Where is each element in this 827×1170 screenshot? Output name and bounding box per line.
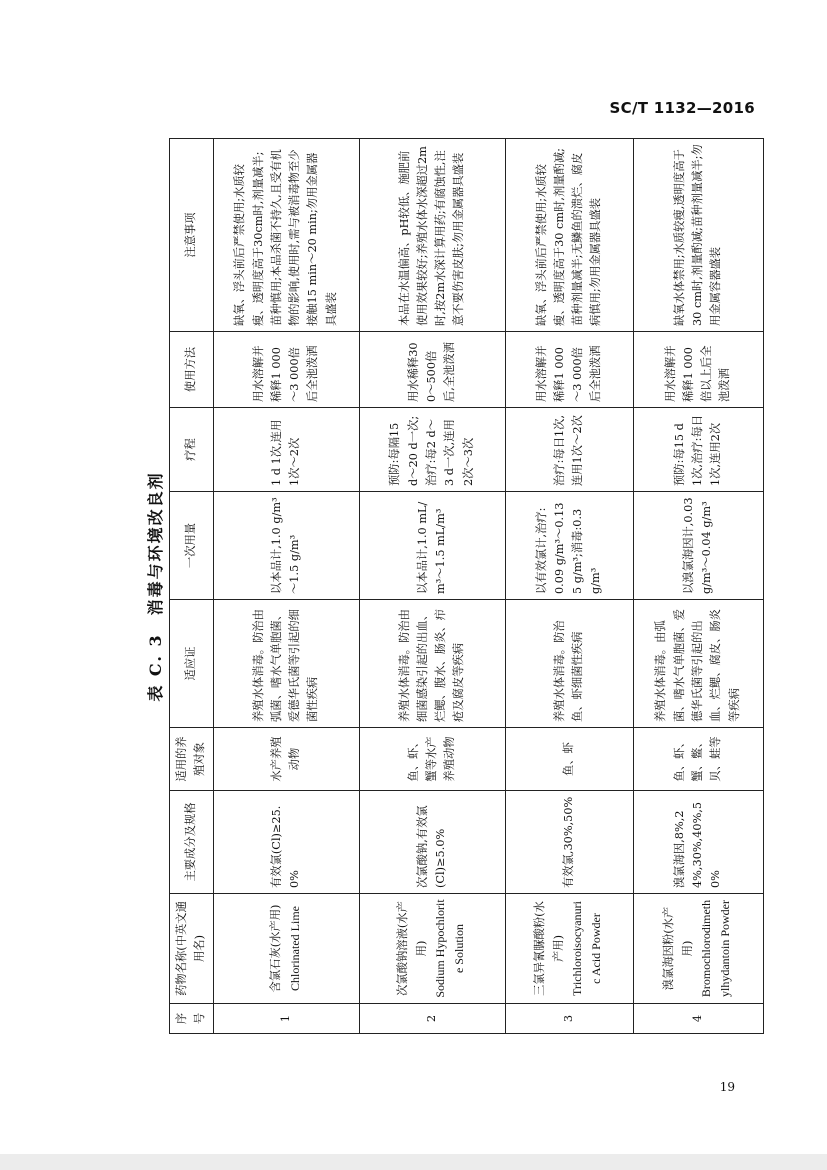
cell-course: 1 d 1次,连用1次～2次 (213, 408, 359, 492)
cell-notes: 缺氧、浮头前后严禁使用;水质较瘦、透明度高于30cm时,剂量减半;苗种慎用;本品杀菌不持久,且受有机物的影响,使用时,需与被消毒物至少接触15 min～20 min;勿用金属器具盛装 (213, 139, 359, 332)
table-caption: 表 C. 3 消毒与环境改良剂 (146, 471, 165, 702)
cell-dosage: 以本品计,1.0 g/m³～1.5 g/m³ (213, 492, 359, 600)
cell-composition: 有效氯,30%,50% (505, 791, 633, 894)
col-header-indication: 适应证 (170, 600, 214, 728)
bottom-bar (0, 1154, 827, 1170)
col-header-course: 疗程 (170, 408, 214, 492)
cell-name (213, 894, 359, 1004)
cell-target: 鱼、虾、蟹、鳖、贝、蛙等 (633, 728, 763, 791)
col-header-notes: 注意事项 (170, 139, 214, 332)
cell-course: 预防:每隔15 d～20 d一次;治疗:每2 d～3 d一次,连用2次～3次 (359, 408, 505, 492)
cell-notes: 本品在水温偏高、pH较低、施肥前使用效果较好;养殖水体水深超过2m时,按2m水深计算用药;有腐蚀性,注意不要伤害皮肤;勿用金属器具盛装 (359, 139, 505, 332)
rotated-table-block (143, 139, 758, 1034)
cell-method: 用水溶解并稀释1 000倍以上后全池泼洒 (633, 332, 763, 408)
cell-name (505, 894, 633, 1004)
cell-course: 预防:每15 d 1次,治疗:每日1次,连用2次 (633, 408, 763, 492)
cell-target: 鱼、虾 (505, 728, 633, 791)
cell-method: 用水溶解并稀释1 000～3 000倍后全池泼洒 (213, 332, 359, 408)
cell-composition: 次氯酸钠,有效氯(Cl)≥5.0% (359, 791, 505, 894)
standard-code: SC/T 1132—2016 (609, 99, 755, 117)
drug-name-zh: 三氯异氰脲酸粉(水产用) (533, 901, 565, 996)
drug-name-en: Chlorinated Lime (287, 906, 302, 991)
cell-target: 鱼、虾、蟹等水产养殖动物 (359, 728, 505, 791)
cell-target: 水产养殖动物 (213, 728, 359, 791)
drug-table (169, 138, 764, 1034)
cell-dosage: 以有效氯计,治疗:0.09 g/m³～0.135 g/m³;消毒:0.3 g/m³ (505, 492, 633, 600)
cell-course: 治疗:每日1次,连用1次～2次 (505, 408, 633, 492)
table-row (213, 139, 359, 1034)
cell-no: 1 (213, 1004, 359, 1034)
cell-no: 2 (359, 1004, 505, 1034)
cell-name (633, 894, 763, 1004)
col-header-method: 使用方法 (170, 332, 214, 408)
cell-dosage: 以溴氯海因计,0.03 g/m³～0.04 g/m³ (633, 492, 763, 600)
cell-indication: 养殖水体消毒。防治鱼、虾细菌性疾病 (505, 600, 633, 728)
cell-dosage: 以本品计,1.0 mL/m³～1.5 mL/m³ (359, 492, 505, 600)
table-row (359, 139, 505, 1034)
cell-method: 用水稀释300～500倍后,全池泼洒 (359, 332, 505, 408)
drug-name-en: Bromochlorodimethylhydantoin Powder (698, 899, 733, 998)
cell-name (359, 894, 505, 1004)
page-number: 19 (719, 1080, 735, 1094)
cell-composition: 有效氯(Cl)≥25.0% (213, 791, 359, 894)
cell-indication: 养殖水体消毒。防治由细菌感染引起的出血、烂鳃、腹水、肠炎、疖疮及腐皮等疾病 (359, 600, 505, 728)
col-header-dosage: 一次用量 (170, 492, 214, 600)
col-header-composition: 主要成分及规格 (170, 791, 214, 894)
table-row (505, 139, 633, 1034)
table-header-row (170, 139, 214, 1034)
col-header-name: 药物名称(中英文通用名) (170, 894, 214, 1004)
cell-notes: 缺氧、浮头前后严禁使用;水质较瘦、透明度高于30 cm时,剂量酌减;苗种剂量减半;无鳞鱼的溃烂、腐皮病慎用;勿用金属器具盛装 (505, 139, 633, 332)
drug-name-zh: 含氯石灰(水产用) (269, 904, 283, 993)
table-row (633, 139, 763, 1034)
cell-method: 用水溶解并稀释1 000～3 000倍后全池泼洒 (505, 332, 633, 408)
col-header-no: 序号 (170, 1004, 214, 1034)
cell-composition: 溴氯海因,8%,24%,30%,40%,50% (633, 791, 763, 894)
drug-name-en: Trichloroisocyanuric Acid Powder (569, 901, 604, 996)
cell-indication: 养殖水体消毒。由弧菌、嗜水气单胞菌、爱德华氏菌等引起的出血、烂鳃、腐皮、肠炎等疾病 (633, 600, 763, 728)
cell-notes: 缺氧水体禁用;水质较瘦,透明度高于30 cm时,剂量酌减;苗种剂量减半;勿用金属容器盛装 (633, 139, 763, 332)
drug-name-zh: 次氯酸钠溶液(水产用) (396, 901, 428, 996)
cell-no: 4 (633, 1004, 763, 1034)
col-header-target: 适用的养殖对象 (170, 728, 214, 791)
drug-name-en: Sodium Hypochlorite Solution (432, 899, 467, 998)
cell-no: 3 (505, 1004, 633, 1034)
drug-name-zh: 溴氯海因粉(水产用) (662, 906, 694, 991)
cell-indication: 养殖水体消毒。防治由弧菌、嗜水气单胞菌、爱德华氏菌等引起的细菌性疾病 (213, 600, 359, 728)
